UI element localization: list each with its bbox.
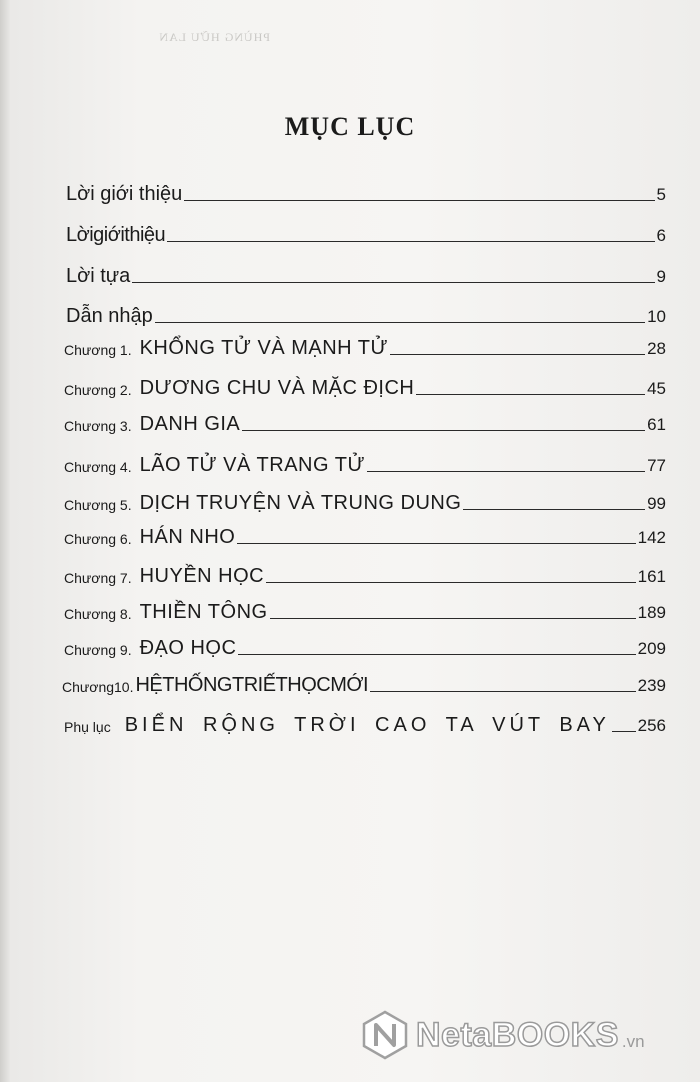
toc-entry[interactable] bbox=[66, 254, 666, 288]
watermark-suffix: .vn bbox=[621, 1032, 645, 1051]
entry-title: Lờigiớithiệu bbox=[66, 224, 166, 246]
entry-title: DƯƠNG CHU VÀ MẶC ĐỊCH bbox=[139, 377, 415, 399]
appendix-prefix: Phụ lục bbox=[64, 719, 111, 735]
chapter-prefix: Chương 6. bbox=[64, 531, 132, 547]
page-number: 10 bbox=[647, 307, 666, 326]
entry-title: THIỀN TÔNG bbox=[139, 601, 268, 623]
dot-leader bbox=[155, 322, 645, 323]
toc-entry[interactable] bbox=[64, 703, 666, 737]
chapter-prefix: Chương 4. bbox=[64, 459, 132, 475]
entry-title: HỆTHỐNGTRIẾTHỌCMỚI bbox=[135, 674, 369, 696]
chapter-prefix: Chương 5. bbox=[64, 497, 132, 513]
page-number: 5 bbox=[656, 185, 666, 204]
dot-leader bbox=[370, 691, 636, 692]
entry-title: LÃO TỬ VÀ TRANG TỬ bbox=[139, 454, 366, 476]
entry-title: Lời giới thiệu bbox=[66, 183, 183, 205]
page-number: 239 bbox=[637, 676, 666, 695]
entry-title: Lời tựa bbox=[66, 265, 131, 287]
page-number: 6 bbox=[656, 226, 666, 245]
dot-leader bbox=[237, 543, 635, 544]
dot-leader bbox=[242, 430, 645, 431]
dot-leader bbox=[184, 200, 654, 201]
entry-title: HUYỀN HỌC bbox=[139, 565, 265, 587]
toc-entry[interactable] bbox=[64, 590, 666, 624]
page-title: MỤC LỤC bbox=[284, 112, 416, 141]
dot-leader bbox=[266, 582, 636, 583]
chapter-prefix: Chương 9. bbox=[64, 642, 132, 658]
page-number: 99 bbox=[647, 494, 666, 513]
entry-title: DANH GIA bbox=[139, 413, 241, 435]
dot-leader bbox=[390, 354, 645, 355]
toc-entry[interactable] bbox=[62, 663, 666, 697]
dot-leader bbox=[167, 241, 654, 242]
chapter-prefix: Chương 1. bbox=[64, 342, 132, 358]
dot-leader bbox=[238, 654, 635, 655]
chapter-prefix: Chương 3. bbox=[64, 418, 132, 434]
page-number: 61 bbox=[647, 415, 666, 434]
page-number: 9 bbox=[656, 267, 666, 286]
dot-leader bbox=[416, 394, 645, 395]
running-head: PHÙNG HỮU LAN bbox=[158, 30, 270, 44]
toc-entry[interactable] bbox=[64, 481, 666, 515]
entry-title: ĐẠO HỌC bbox=[139, 637, 237, 659]
entry-title: BIỂN RỘNG TRỜI CAO TA VÚT BAY bbox=[124, 714, 610, 736]
entry-title: DỊCH TRUYỆN VÀ TRUNG DUNG bbox=[139, 492, 462, 514]
dot-leader bbox=[367, 471, 645, 472]
chapter-prefix: Chương10. bbox=[62, 679, 134, 695]
toc-entry[interactable] bbox=[64, 326, 666, 360]
toc-entry[interactable] bbox=[64, 626, 666, 660]
page-number: 161 bbox=[637, 567, 666, 586]
toc-entry[interactable] bbox=[64, 443, 666, 477]
watermark-brand: NetaBOOKS bbox=[416, 1015, 619, 1054]
toc-entry[interactable] bbox=[64, 554, 666, 588]
page-number: 256 bbox=[637, 716, 666, 735]
page-number: 77 bbox=[647, 456, 666, 475]
page-number: 142 bbox=[637, 528, 666, 547]
toc-entry[interactable] bbox=[66, 213, 666, 247]
toc-entry[interactable] bbox=[64, 515, 666, 549]
dot-leader bbox=[132, 282, 654, 283]
entry-title: HÁN NHO bbox=[139, 526, 236, 548]
entry-title: Dẫn nhập bbox=[66, 305, 153, 327]
toc-entry[interactable] bbox=[64, 366, 666, 400]
toc-entry[interactable] bbox=[66, 172, 666, 206]
entry-title: KHỔNG TỬ VÀ MẠNH TỬ bbox=[139, 337, 389, 359]
neta-logo-icon bbox=[362, 1010, 408, 1060]
page-number: 209 bbox=[637, 639, 666, 658]
chapter-prefix: Chương 7. bbox=[64, 570, 132, 586]
toc-entry[interactable] bbox=[64, 402, 666, 436]
chapter-prefix: Chương 2. bbox=[64, 382, 132, 398]
dot-leader bbox=[270, 618, 636, 619]
chapter-prefix: Chương 8. bbox=[64, 606, 132, 622]
page-number: 28 bbox=[647, 339, 666, 358]
page-number: 45 bbox=[647, 379, 666, 398]
dot-leader bbox=[463, 509, 645, 510]
page-number: 189 bbox=[637, 603, 666, 622]
dot-leader bbox=[612, 731, 636, 732]
toc-entry[interactable] bbox=[66, 294, 666, 328]
watermark-logo bbox=[362, 1000, 692, 1070]
